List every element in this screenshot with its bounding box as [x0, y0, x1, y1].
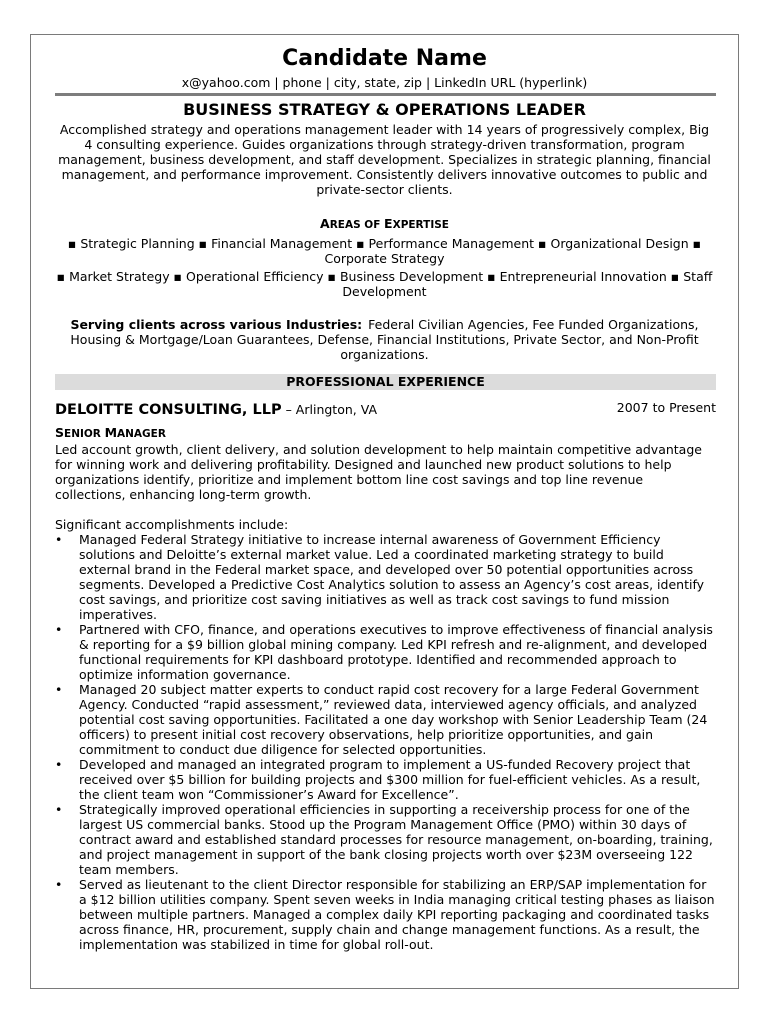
job-title: SENIOR MANAGER: [55, 425, 166, 440]
list-item: • Served as lieutenant to the client Director responsible for stabilizing an ERP/SAP implementation for a $12 billion utilities company. Spent seven weeks in India managing critical testing phases as liaison between multiple partners. Managed a complex daily KPI reporting packaging and coordinated tasks across finance, HR, procurement, supply chain and change management functions. As a result, the implementation was stabilized in time for global roll-out.: [55, 877, 715, 952]
resume-page: [30, 34, 739, 989]
header-divider: [55, 93, 716, 96]
contact-line[interactable]: x@yahoo.com | phone | city, state, zip | LinkedIn URL (hyperlink): [181, 75, 588, 90]
bullet-icon: •: [55, 682, 63, 697]
areas-of-expertise-heading: AREAS OF EXPERTISE: [320, 216, 449, 231]
list-item: • Partnered with CFO, finance, and operations executives to improve effectiveness of financial analysis & reporting for a $9 billion global mining company. Led KPI refresh and re-alignment, and developed functional requirements for KPI dashboard prototype. Identified and recommended approach to optimize information governance.: [55, 622, 713, 682]
industries-label: Serving clients across various Industries:: [70, 317, 363, 332]
list-item: • Managed 20 subject matter experts to conduct rapid cost recovery for a large Federal Government Agency. Conducted “rapid assessment,” reviewed data, interviewed agency officials, and analyzed potential cost saving opportunities. Facilitated a one day workshop with Senior Leadership Team (24 officers) to present initial cost recovery observations, help prioritize opportunities, and gain commitment to conduct due diligence for selected opportunities.: [55, 682, 708, 757]
accomplishments-list: [55, 532, 716, 952]
bullet-icon: •: [55, 622, 63, 637]
job-description: Led account growth, client delivery, and solution development to help maintain competitive advantage for winning work and delivering profitability. Designed and launched new product solutions to help organizations identify, prioritize and implement bottom line cost savings and top line revenue collections, enhancing long-term growth.: [55, 442, 702, 502]
company-name: DELOITTE CONSULTING, LLP: [55, 402, 282, 418]
candidate-name: Candidate Name: [282, 46, 487, 71]
bullet-icon: •: [55, 532, 63, 547]
bullet-icon: •: [55, 757, 63, 772]
employer-line: [55, 399, 714, 417]
industries-paragraph: [55, 317, 714, 362]
summary-paragraph: Accomplished strategy and operations management leader with 14 years of progressively complex, Big 4 consulting experience. Guides organizations through strategy-driven transformation, program management, business development, and staff development. Specializes in strategic planning, financial management, and performance improvement. Consistently delivers innovative outcomes to public and private-sector clients.: [58, 122, 711, 197]
headline: BUSINESS STRATEGY & OPERATIONS LEADER: [183, 100, 586, 119]
list-item: • Developed and managed an integrated program to implement a US-funded Recovery project that received over $5 billion for building projects and $300 million for fuel-efficient vehicles. As a result, the client team won “Commissioner’s Award for Excellence”.: [55, 757, 701, 802]
expertise-line-1: ▪ Strategic Planning ▪ Financial Management ▪ Performance Management ▪ Organizational Design ▪ Corporate Strategy: [67, 236, 702, 266]
expertise-line-2: ▪ Market Strategy ▪ Operational Efficiency ▪ Business Development ▪ Entrepreneurial Innovation ▪ Staff Development: [56, 269, 713, 299]
bullet-icon: •: [55, 877, 63, 892]
accomplishments-intro: Significant accomplishments include:: [55, 517, 289, 532]
employment-dates: 2007 to Present: [616, 400, 716, 415]
list-item: • Strategically improved operational efficiencies in supporting a receivership process for one of the largest US commercial banks. Stood up the Program Management Office (PMO) within 30 days of contract award and established standard processes for resource management, on-boarding, training, and project management in support of the bank closing projects worth over $23M overseeing 122 team members.: [55, 802, 713, 877]
list-item: • Managed Federal Strategy initiative to increase internal awareness of Government Efficiency solutions and Deloitte’s external market value. Led a coordinated marketing strategy to build external brand in the Federal market space, and developed over 50 potential opportunities across segments. Developed a Predictive Cost Analytics solution to assess an Agency’s cost areas, identify cost savings, and prioritize cost saving initiatives as well as track cost savings to fund mission imperatives.: [55, 532, 705, 622]
company-location: – Arlington, VA: [281, 402, 378, 417]
bullet-icon: •: [55, 802, 63, 817]
industries-text: Federal Civilian Agencies, Fee Funded Organizations, Housing & Mortgage/Loan Guarantees, Defense, Financial Institutions, Private Sector, and Non-Profit organizations.: [70, 317, 699, 362]
professional-experience-heading: PROFESSIONAL EXPERIENCE: [55, 374, 716, 390]
